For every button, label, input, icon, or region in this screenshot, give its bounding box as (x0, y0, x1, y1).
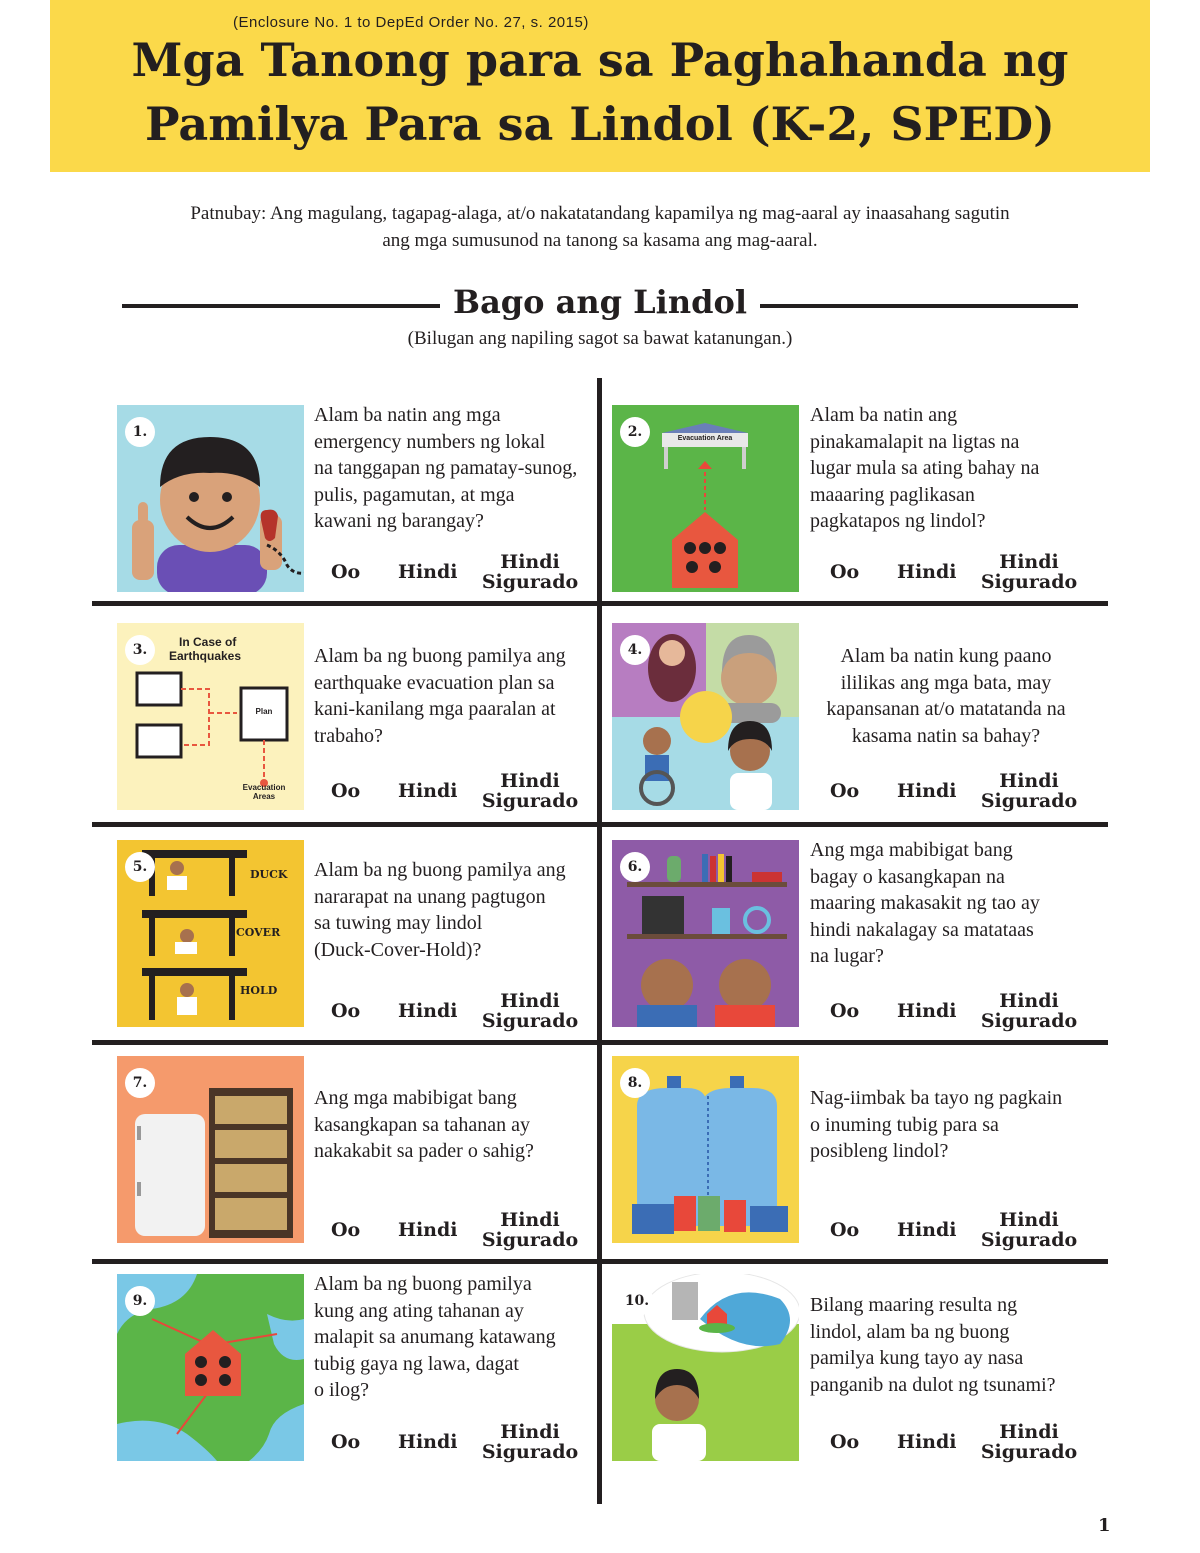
hold-label: HOLD (240, 984, 278, 997)
question-number: 10. (620, 1286, 654, 1316)
question-number: 3. (125, 635, 155, 665)
illustration-evacuation-plan (117, 623, 304, 810)
question-number: 1. (125, 417, 155, 447)
question-number: 5. (125, 852, 155, 882)
instruction-line-2: ang mga sumusunod na tanong sa kasama ang mag-aaral. (382, 230, 818, 251)
image-title: In Case of Earthquakes (169, 635, 242, 663)
option-oo[interactable]: Oo (830, 1000, 860, 1022)
option-hindi-sigurado[interactable]: Hindi Sigurado (481, 1421, 579, 1463)
question-number: 2. (620, 417, 650, 447)
illustration-heavy-objects-shelf (612, 840, 799, 1027)
title-line-2: Pamilya Para sa Lindol (K-2, SPED) (145, 97, 1055, 151)
illustration-evacuation-area (612, 405, 799, 592)
duck-label: DUCK (250, 868, 288, 881)
option-hindi[interactable]: Hindi (398, 780, 458, 802)
option-hindi-sigurado[interactable]: Hindi Sigurado (980, 1209, 1078, 1251)
enclosure-note: (Enclosure No. 1 to DepEd Order No. 27, s. 2015) (233, 14, 589, 31)
option-hindi[interactable]: Hindi (897, 1219, 957, 1241)
question-number: 6. (620, 852, 650, 882)
option-hindi[interactable]: Hindi (398, 1431, 458, 1453)
option-oo[interactable]: Oo (331, 1219, 361, 1241)
illustration-secured-furniture (117, 1056, 304, 1243)
sub-instruction: (Bilugan ang napiling sagot sa bawat katanungan.) (407, 328, 793, 349)
illustration-home-near-water (117, 1274, 304, 1461)
option-hindi[interactable]: Hindi (897, 1000, 957, 1022)
option-oo[interactable]: Oo (331, 1000, 361, 1022)
option-hindi-sigurado[interactable]: Hindi Sigurado (481, 990, 579, 1032)
option-hindi[interactable]: Hindi (398, 1219, 458, 1241)
option-oo[interactable]: Oo (331, 780, 361, 802)
question-number: 9. (125, 1286, 155, 1316)
option-oo[interactable]: Oo (830, 561, 860, 583)
evacuation-areas-label: Evacuation Areas (242, 783, 286, 801)
grid-divider-row-4 (92, 1259, 1108, 1264)
grid-divider-row-3 (92, 1040, 1108, 1045)
section-heading: Bago ang Lindol (453, 283, 747, 321)
option-hindi[interactable]: Hindi (398, 1000, 458, 1022)
option-oo[interactable]: Oo (830, 780, 860, 802)
option-hindi-sigurado[interactable]: Hindi Sigurado (980, 770, 1078, 812)
option-hindi[interactable]: Hindi (897, 561, 957, 583)
page-title (50, 28, 1150, 156)
grid-divider-row-2 (92, 822, 1108, 827)
question-2-text: Alam ba natin ang pinakamalapit na ligtas na lugar mula sa ating bahay na maaaring paglikasan pagkatapos ng lindol? (810, 404, 1040, 532)
option-oo[interactable]: Oo (331, 561, 361, 583)
question-1-text: Alam ba natin ang mga emergency numbers ng lokal na tanggapan ng pamatay-sunog, pulis, pagamutan, at mga kawani ng barangay? (314, 404, 578, 532)
question-10-text: Bilang maaring resulta ng lindol, alam ba ng buong pamilya kung tayo ay nasa panganib na dulot ng tsunami? (810, 1294, 1056, 1396)
cover-label: COVER (236, 926, 281, 939)
instruction-text (120, 200, 1080, 254)
page-number: 1 (1098, 1515, 1111, 1536)
illustration-emergency-call (117, 405, 304, 592)
grid-divider-row-1 (92, 601, 1108, 606)
grid-divider-vertical (597, 378, 602, 1504)
question-number: 4. (620, 635, 650, 665)
option-hindi-sigurado[interactable]: Hindi Sigurado (481, 551, 579, 593)
option-hindi-sigurado[interactable]: Hindi Sigurado (980, 1421, 1078, 1463)
instruction-line-1: Patnubay: Ang magulang, tagapag-alaga, at/o nakatatandang kapamilya ng mag-aaral ay inaasahang sagutin (190, 203, 1010, 224)
question-7-text: Ang mga mabibigat bang kasangkapan sa tahanan ay nakakabit sa pader o sahig? (314, 1087, 534, 1162)
option-oo[interactable]: Oo (830, 1219, 860, 1241)
option-hindi[interactable]: Hindi (398, 561, 458, 583)
question-4-text: Alam ba natin kung paano ililikas ang mga bata, may kapansanan at/o matatanda na kasama natin sa bahay? (826, 645, 1066, 747)
option-hindi[interactable]: Hindi (897, 780, 957, 802)
illustration-vulnerable-family (612, 623, 799, 810)
illustration-tsunami-risk (612, 1274, 799, 1461)
title-line-1: Mga Tanong para sa Paghahanda ng (131, 33, 1069, 87)
question-number: 8. (620, 1068, 650, 1098)
plan-box-label: Plan (255, 707, 273, 716)
question-5-text: Alam ba ng buong pamilya ang nararapat na unang pagtugon sa tuwing may lindol (Duck-Cover-Hold)? (314, 859, 566, 961)
question-6-text: Ang mga mabibigat bang bagay o kasangkapan na maaring makasakit ng tao ay hindi nakalagay sa matataas na lugar? (810, 839, 1040, 967)
option-hindi-sigurado[interactable]: Hindi Sigurado (980, 990, 1078, 1032)
option-hindi[interactable]: Hindi (897, 1431, 957, 1453)
illustration-stored-food-water (612, 1056, 799, 1243)
question-3-text: Alam ba ng buong pamilya ang earthquake evacuation plan sa kani-kanilang mga paaralan at trabaho? (314, 645, 566, 747)
option-oo[interactable]: Oo (830, 1431, 860, 1453)
option-hindi-sigurado[interactable]: Hindi Sigurado (481, 1209, 579, 1251)
option-hindi-sigurado[interactable]: Hindi Sigurado (481, 770, 579, 812)
question-number: 7. (125, 1068, 155, 1098)
illustration-duck-cover-hold (117, 840, 304, 1027)
option-hindi-sigurado[interactable]: Hindi Sigurado (980, 551, 1078, 593)
question-8-text: Nag-iimbak ba tayo ng pagkain o inuming tubig para sa posibleng lindol? (810, 1087, 1063, 1162)
question-9-text: Alam ba ng buong pamilya kung ang ating tahanan ay malapit sa anumang katawang tubig gaya ng lawa, dagat o ilog? (314, 1273, 556, 1401)
evacuation-area-label: Evacuation Area (677, 435, 733, 442)
title-banner (50, 0, 1150, 172)
option-oo[interactable]: Oo (331, 1431, 361, 1453)
